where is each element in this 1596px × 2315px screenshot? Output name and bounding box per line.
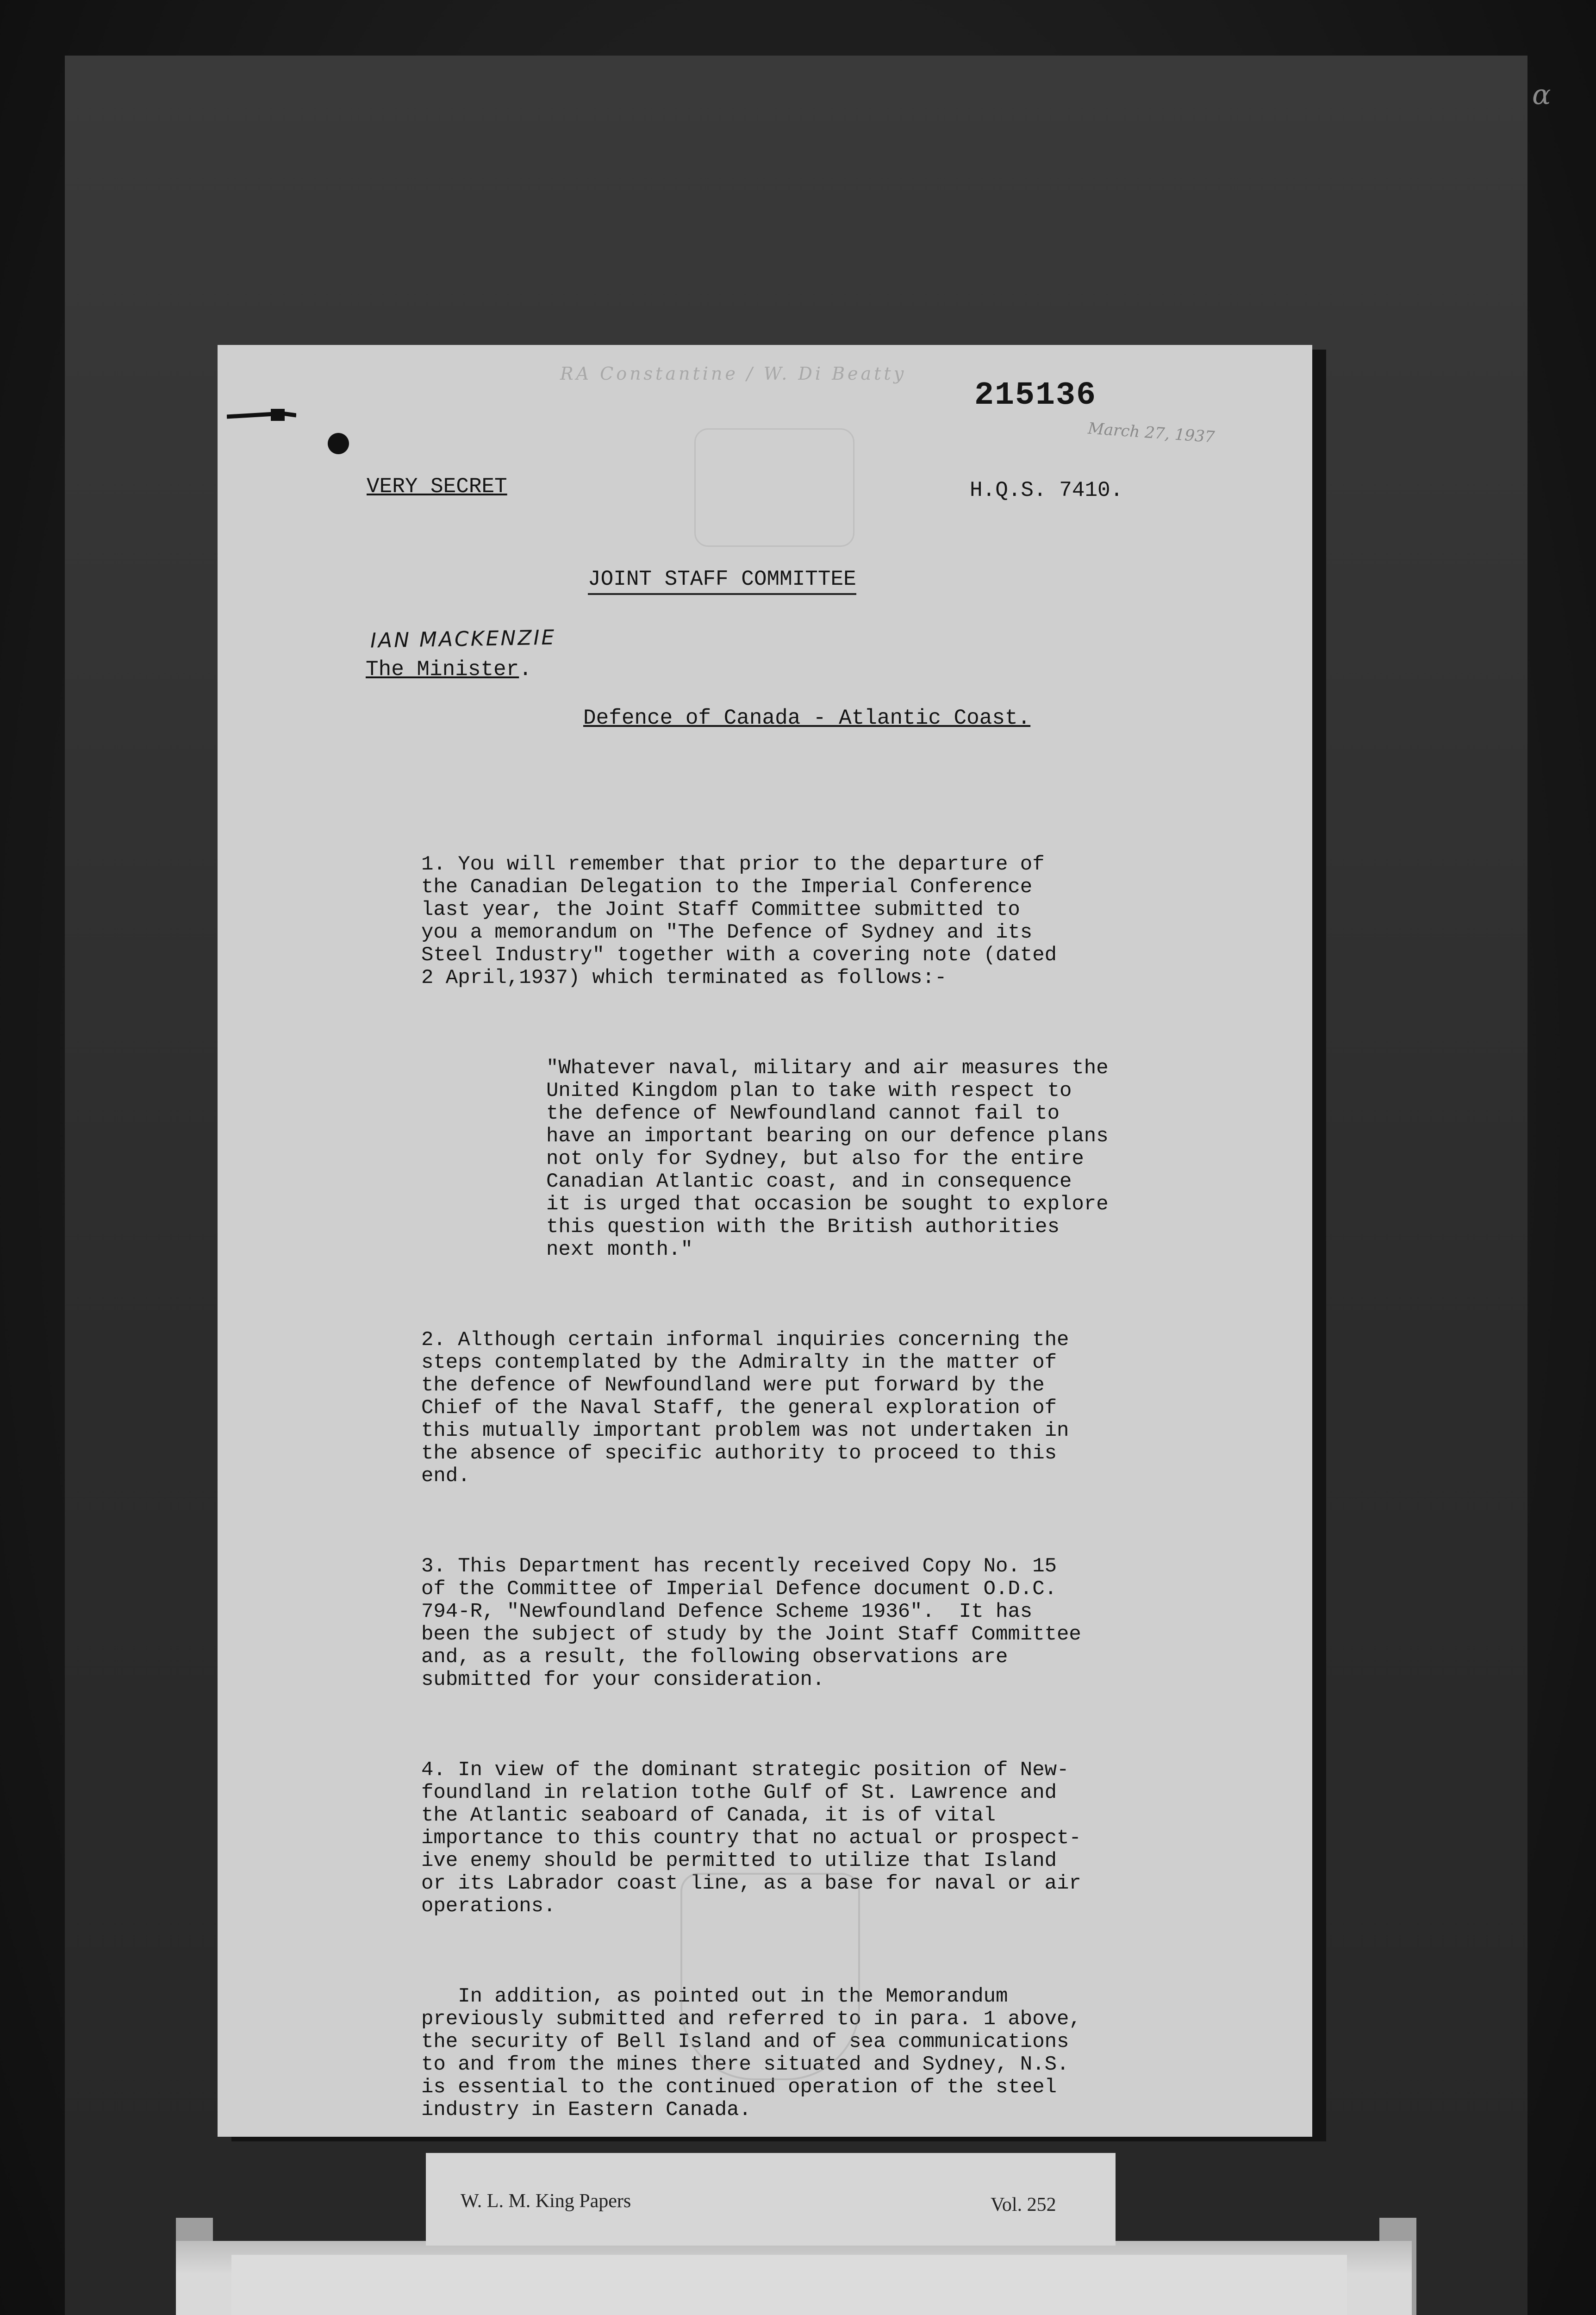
quoted-passage: "Whatever naval, military and air measures the United Kingdom plan to take with respect to the defence of Newfoundland cannot fail to have an important bearing on our defence plans not only for Sydney, but also for the entire Canadian Atlantic coast, and in consequence it is urged that occasion be sought to explore this question with the British authorities next month." xyxy=(546,1057,1109,1261)
paragraph-3: 3. This Department has recently received Copy No. 15 of the Committee of Imperial Defence document O.D.C. 794-R, "Newfoundland Defence Scheme 1936". It has been the subject of study by the Joint Staff Committee and, as a result, the following observations are submitted for your consideration. xyxy=(421,1555,1081,1691)
paper-clip-mark xyxy=(227,405,296,424)
watermark-crest-top xyxy=(694,428,854,547)
classification-label: VERY SECRET xyxy=(367,475,507,499)
paragraph-2: 2. Although certain informal inquiries concerning the steps contemplated by the Admiralty in the matter of the defence of Newfoundland were put forward by the Chief of the Naval Staff, the general exploration of this mutually important problem was not undertaken in the absence of specific authority to proceed to this end. xyxy=(421,1328,1069,1488)
collection-name: W. L. M. King Papers xyxy=(461,2190,631,2212)
archive-card-inner xyxy=(231,2255,1347,2315)
handwritten-faint-annotation: RA Constantine / W. Di Beatty xyxy=(560,363,907,384)
addressee-suffix: . xyxy=(519,657,532,682)
addressee-name: The Minister xyxy=(366,657,519,682)
reference-number: H.Q.S. 7410. xyxy=(970,478,1123,502)
subject-line: Defence of Canada - Atlantic Coast. xyxy=(583,706,1031,730)
paragraph-1: 1. You will remember that prior to the departure of the Canadian Delegation to the Imperial Conference last year, the Joint Staff Committee submitted to you a memorandum on "The Defence of Sydney and its Steel Industry" together with a covering note (dated 2 April,1937) which terminated as follows:- xyxy=(421,853,1057,989)
handwritten-date: March 27, 1937 xyxy=(1087,419,1216,447)
corner-mark: α xyxy=(1532,79,1551,111)
archive-card xyxy=(176,2241,1412,2315)
paragraph-5: In addition, as pointed out in the Memorandum previously submitted and referred to in para. 1 above, the security of Bell Island and of sea communications to and from the mines there situated and Sydney, N.S. is essential to the continued operation of the steel industry in Eastern Canada. xyxy=(421,1985,1081,2121)
paragraph-4: 4. In view of the dominant strategic position of New- foundland in relation tothe Gulf of St. Lawrence and the Atlantic seaboard of Canada, it is of vital importance to this country that no actual or prospect- ive enemy should be permitted to utilize that Island or its Labrador coast line, as a base for naval or air operations. xyxy=(421,1758,1081,1918)
volume-number: Vol. 252 xyxy=(991,2194,1056,2215)
document-page xyxy=(218,345,1312,2137)
page-number: 215136 xyxy=(974,377,1097,414)
punch-hole xyxy=(328,433,349,454)
addressee xyxy=(366,657,532,682)
committee-heading: JOINT STAFF COMMITTEE xyxy=(588,567,856,595)
watermark-crest xyxy=(680,1873,860,2080)
collection-label xyxy=(426,2153,1116,2246)
handwritten-name: IAN MACKENZIE xyxy=(370,626,556,653)
